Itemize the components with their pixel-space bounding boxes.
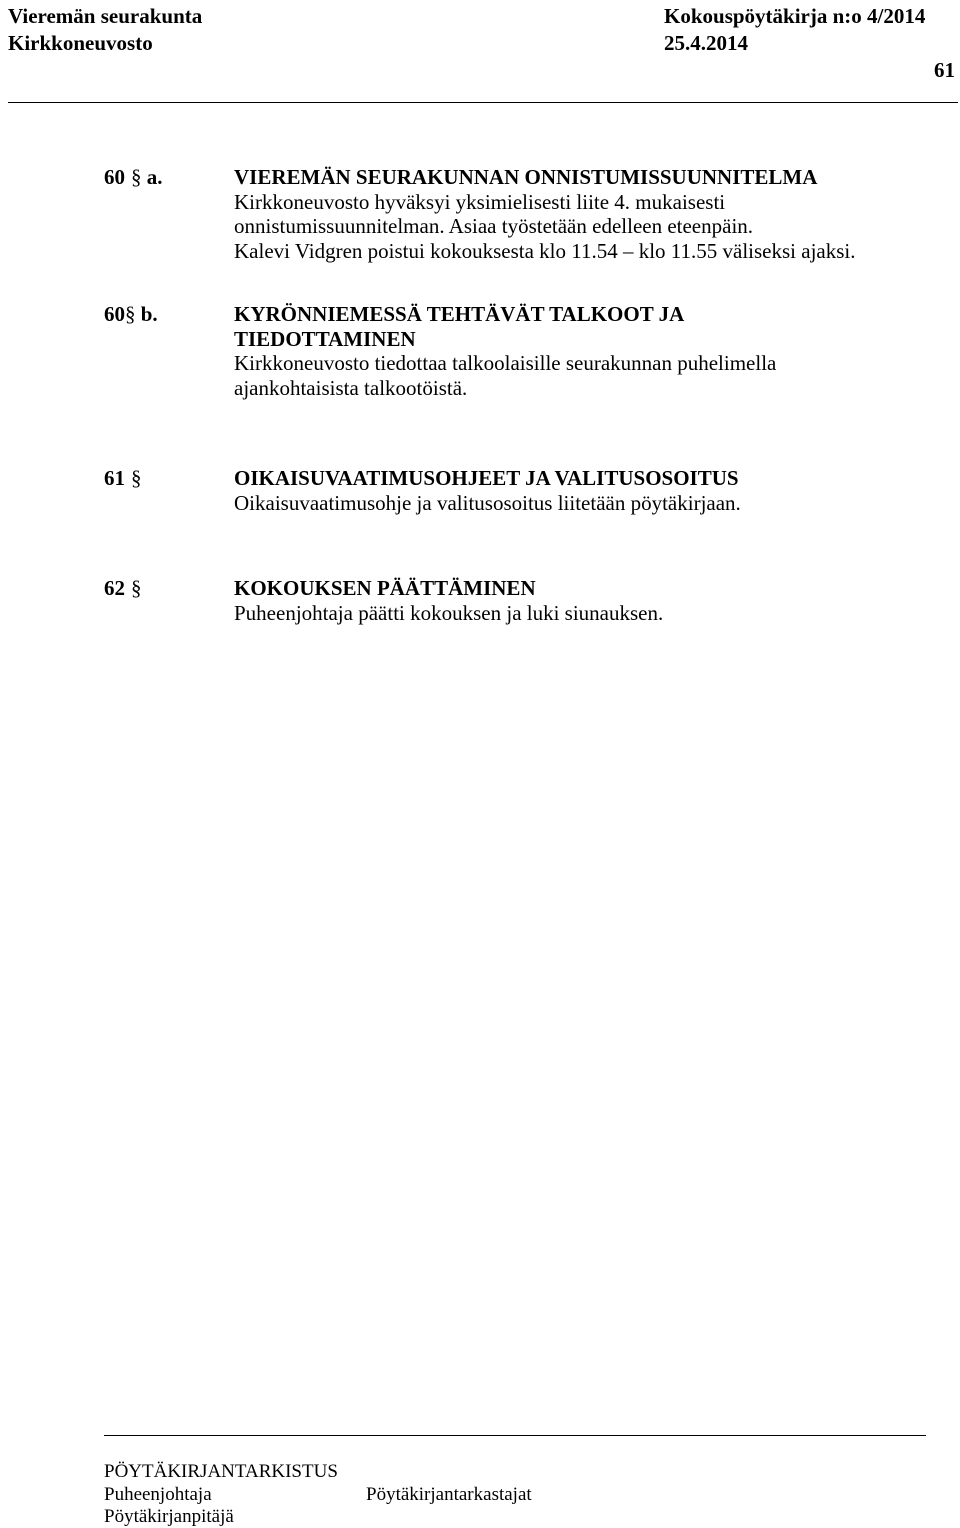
footer-checkers: Pöytäkirjantarkastajat: [366, 1484, 532, 1505]
section-text-line: onnistumissuunnitelman. Asiaa työstetään edelleen eteenpäin.: [234, 214, 754, 238]
page-number: 61: [934, 58, 955, 82]
section-number: 62: [104, 576, 125, 600]
section-title: TIEDOTTAMINEN: [234, 326, 416, 351]
section-sign-icon: §: [131, 165, 142, 189]
header-body: Kirkkoneuvosto: [8, 31, 153, 55]
section-text-line: Kirkkoneuvosto hyväksyi yksimielisesti liite 4. mukaisesti: [234, 189, 726, 214]
footer-rule: [104, 1435, 926, 1436]
section-text-line: Kirkkoneuvosto tiedottaa talkoolaisille seurakunnan puhelimella: [234, 351, 777, 375]
section-number: 61: [104, 466, 125, 490]
header-rule: [8, 102, 958, 103]
section-suffix: b.: [140, 302, 158, 326]
section-title: KYRÖNNIEMESSÄ TEHTÄVÄT TALKOOT JA: [234, 302, 685, 326]
section-title: OIKAISUVAATIMUSOHJEET JA VALITUSOSOITUS: [234, 466, 739, 490]
footer-chair: Puheenjohtaja: [104, 1484, 212, 1505]
section-number-61: [104, 466, 142, 490]
section-text-line: ajankohtaisista talkootöistä.: [234, 375, 468, 400]
footer-secretary: Pöytäkirjanpitäjä: [104, 1506, 234, 1527]
section-number: 60: [104, 165, 125, 189]
section-text-line: Kalevi Vidgren poistui kokouksesta klo 11.54 – klo 11.55 väliseksi ajaksi.: [234, 238, 856, 263]
section-sign-icon: §: [131, 466, 142, 490]
header-document-number: Kokouspöytäkirja n:o 4/2014: [664, 4, 926, 28]
section-title: KOKOUKSEN PÄÄTTÄMINEN: [234, 576, 536, 600]
section-sign-icon: §: [131, 576, 142, 600]
section-text-line: Oikaisuvaatimusohje ja valitusosoitus liitetään pöytäkirjaan.: [234, 490, 741, 515]
section-title: VIEREMÄN SEURAKUNNAN ONNISTUMISSUUNNITELMA: [234, 165, 818, 189]
section-60a: [234, 165, 874, 263]
footer-heading: PÖYTÄKIRJANTARKISTUS: [104, 1461, 338, 1482]
section-number-62: [104, 576, 142, 600]
section-sign-icon: §: [125, 302, 136, 326]
section-suffix: a.: [146, 165, 163, 189]
section-number: 60: [104, 302, 125, 326]
section-62: [234, 576, 874, 625]
section-60b: [234, 302, 874, 400]
section-number-60b: [104, 302, 158, 326]
header-date: 25.4.2014: [664, 31, 748, 55]
section-61: [234, 466, 874, 515]
section-text-line: Puheenjohtaja päätti kokouksen ja luki siunauksen.: [234, 600, 664, 625]
header-organization: Vieremän seurakunta: [8, 4, 203, 28]
section-number-60a: [104, 165, 163, 189]
